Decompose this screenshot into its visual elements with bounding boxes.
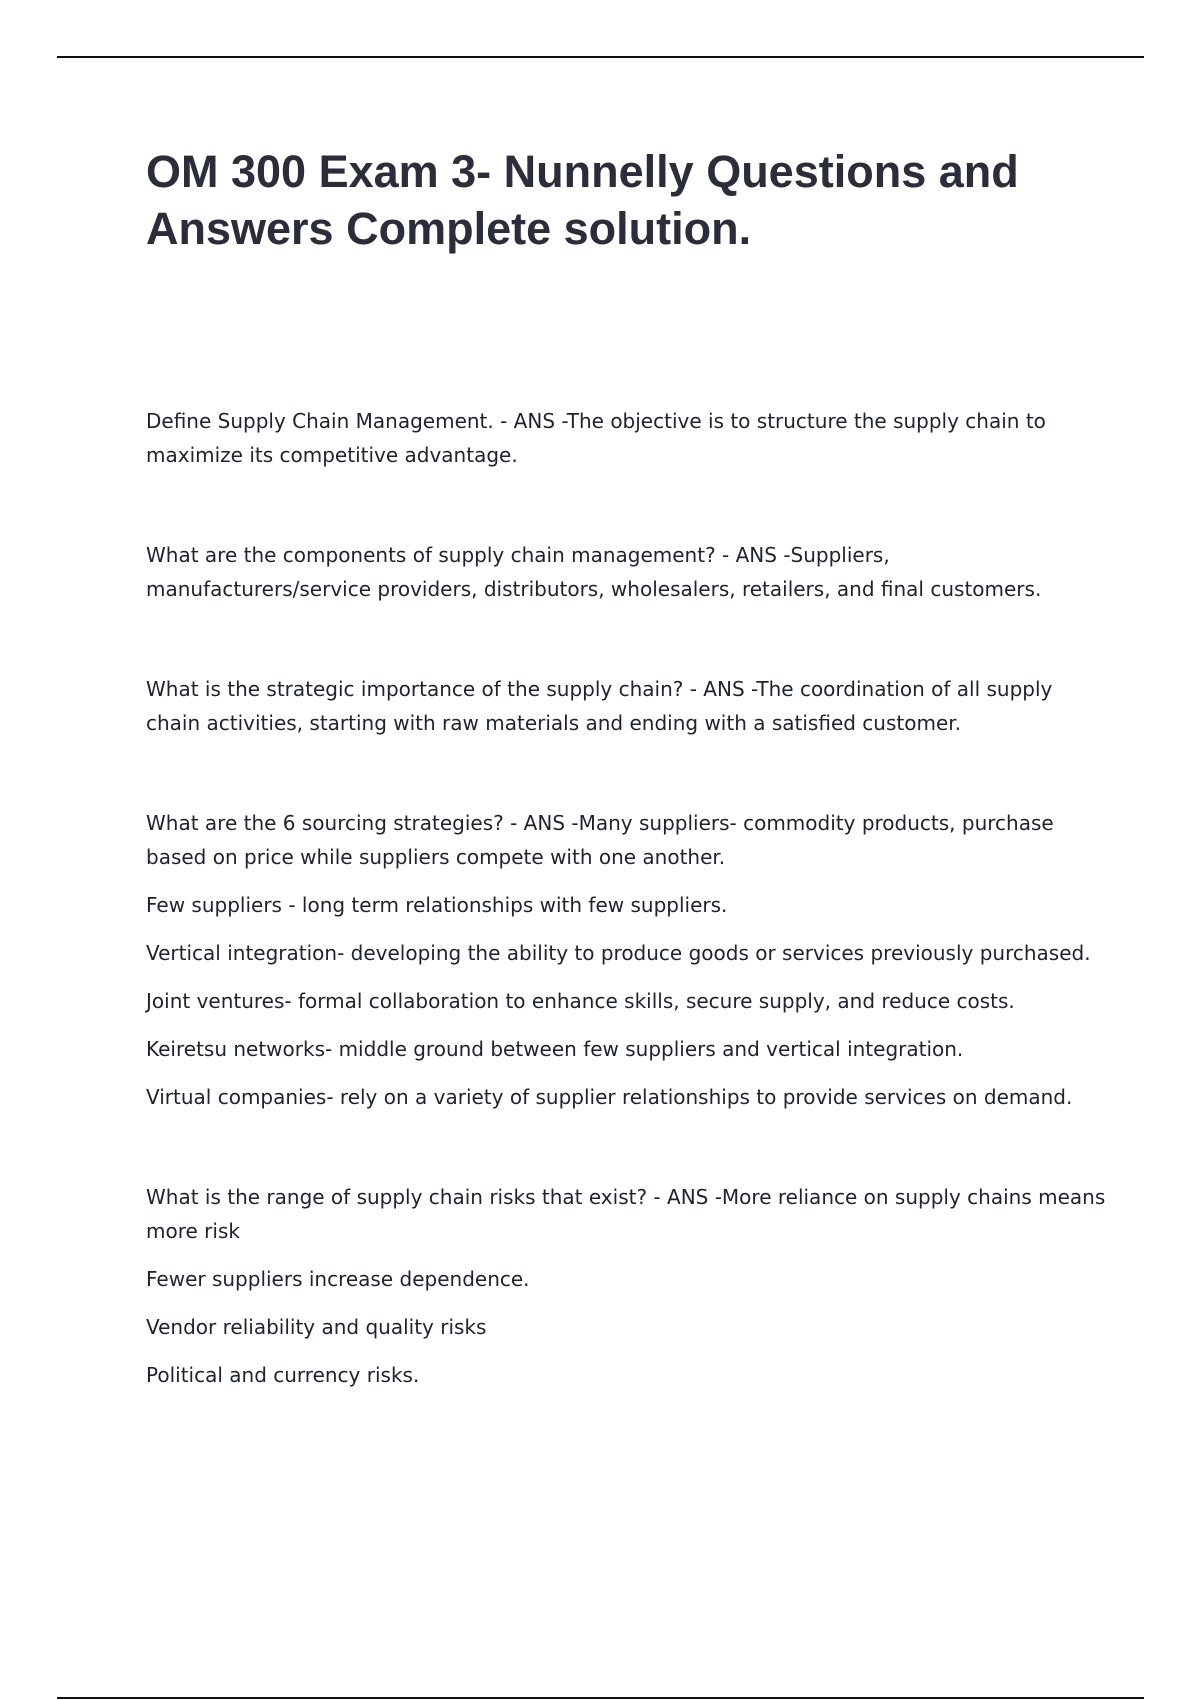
answer-line: Few suppliers - long term relationships with few suppliers. [146,893,728,917]
answer-line: Keiretsu networks- middle ground between few suppliers and vertical integration. [146,1037,964,1061]
answer-text: Many suppliers- commodity products, purchase based on price while suppliers compete with one another. [146,811,1054,869]
question-text: Define Supply Chain Management. [146,409,494,433]
answer-separator: - ANS - [503,811,579,835]
qa-item [146,806,1106,1114]
document-title: OM 300 Exam 3- Nunnelly Questions and Answers Complete solution. [146,146,1019,254]
question-text: What are the components of supply chain management? [146,543,716,567]
qa-main-line [146,404,1106,472]
qa-content [146,404,1106,1458]
qa-item [146,672,1106,740]
answer-line: Joint ventures- formal collaboration to enhance skills, secure supply, and reduce costs. [146,989,1015,1013]
question-text: What is the range of supply chain risks that exist? [146,1185,648,1209]
qa-item [146,1180,1106,1392]
answer-separator: - ANS - [647,1185,722,1209]
answer-text: The objective is to structure the supply chain to maximize its competitive advantage. [146,409,1046,467]
answer-separator: - ANS - [493,409,567,433]
answer-line: Political and currency risks. [146,1363,420,1387]
top-rule [57,56,1144,58]
qa-main-line [146,672,1106,740]
answer-line: Fewer suppliers increase dependence. [146,1267,530,1291]
bottom-rule [57,1697,1144,1699]
qa-main-line [146,806,1106,874]
answer-line: Vendor reliability and quality risks [146,1315,487,1339]
answer-separator: - ANS - [715,543,791,567]
answer-line: Vertical integration- developing the ability to produce goods or services previously purchased. [146,941,1091,965]
qa-main-line [146,1180,1106,1248]
qa-main-line [146,538,1106,606]
question-text: What is the strategic importance of the supply chain? [146,677,684,701]
answer-text: The coordination of all supply chain activities, starting with raw materials and ending with a satisfied customer. [146,677,1053,735]
answer-line: Virtual companies- rely on a variety of supplier relationships to provide services on demand. [146,1085,1073,1109]
answer-text: More reliance on supply chains means more risk [146,1185,1106,1243]
answer-separator: - ANS - [683,677,757,701]
question-text: What are the 6 sourcing strategies? [146,811,504,835]
qa-item [146,404,1106,472]
answer-text: Suppliers, manufacturers/service providers, distributors, wholesalers, retailers, and final customers. [146,543,1042,601]
qa-item [146,538,1106,606]
